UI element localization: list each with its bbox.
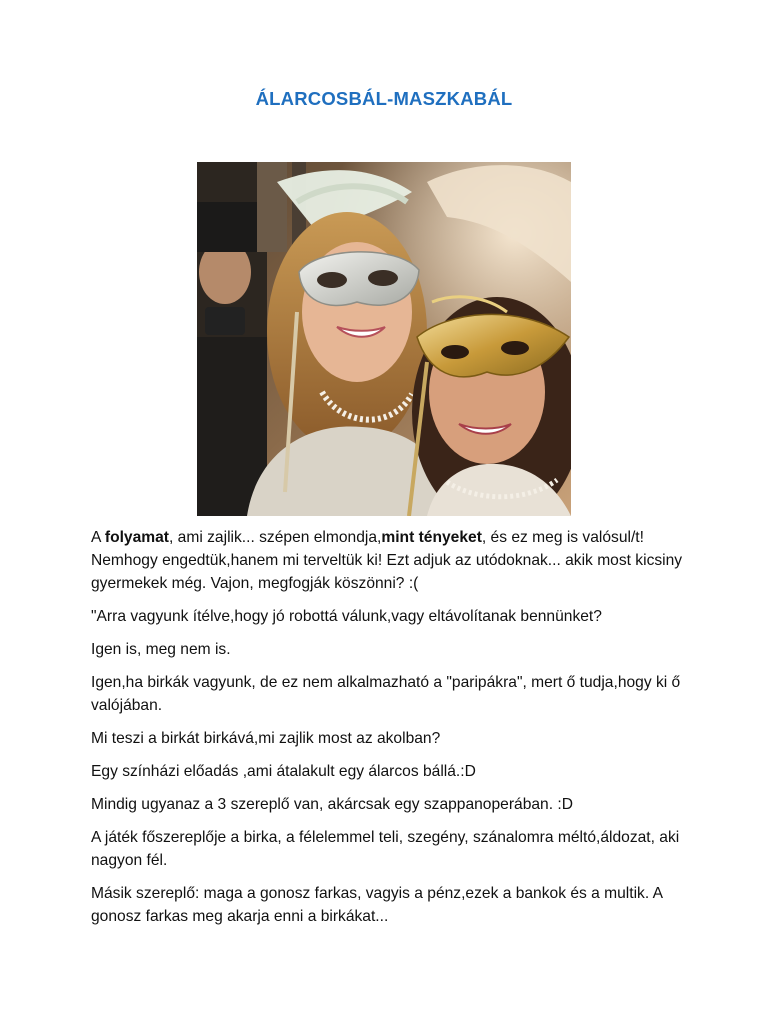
paragraph: Igen,ha birkák vagyunk, de ez nem alkalmazható a "paripákra", mert ő tudja,hogy ki ő valójában. xyxy=(91,674,681,714)
paragraph: Egy színházi előadás ,ami átalakult egy álarcos bállá.:D xyxy=(91,763,476,780)
paragraph: Másik szereplő: maga a gonosz farkas, vagyis a pénz,ezek a bankok és a multik. A gonosz farkas meg akarja enni a birkákat... xyxy=(91,885,663,925)
paragraph: Mi teszi a birkát birkává,mi zajlik most az akolban? xyxy=(91,730,441,747)
paragraph: Igen is, meg nem is. xyxy=(91,641,231,658)
article-body xyxy=(91,526,691,938)
masquerade-photo xyxy=(197,162,571,516)
paragraph: A játék főszereplője a birka, a félelemmel teli, szegény, szánalomra méltó,áldozat, aki nagyon fél. xyxy=(91,829,680,869)
page-title: ÁLARCOSBÁL-MASZKABÁL xyxy=(255,88,513,109)
bold-phrase: mint tényeket xyxy=(381,529,482,546)
paragraph: "Arra vagyunk ítélve,hogy jó robottá válunk,vagy eltávolítanak bennünket? xyxy=(91,608,602,625)
paragraph: Mindig ugyanaz a 3 szereplő van, akárcsak egy szappanoperában. :D xyxy=(91,796,573,813)
bold-phrase: folyamat xyxy=(104,529,170,546)
paragraph: A folyamat, ami zajlik... szépen elmondja,mint tényeket, és ez meg is valósul/t! Nemhogy engedtük,hanem mi terveltük ki! Ezt adjuk az utódoknak... akik most kicsiny gyermekek még. Vajon, megfogják köszönni? :( xyxy=(91,529,683,592)
